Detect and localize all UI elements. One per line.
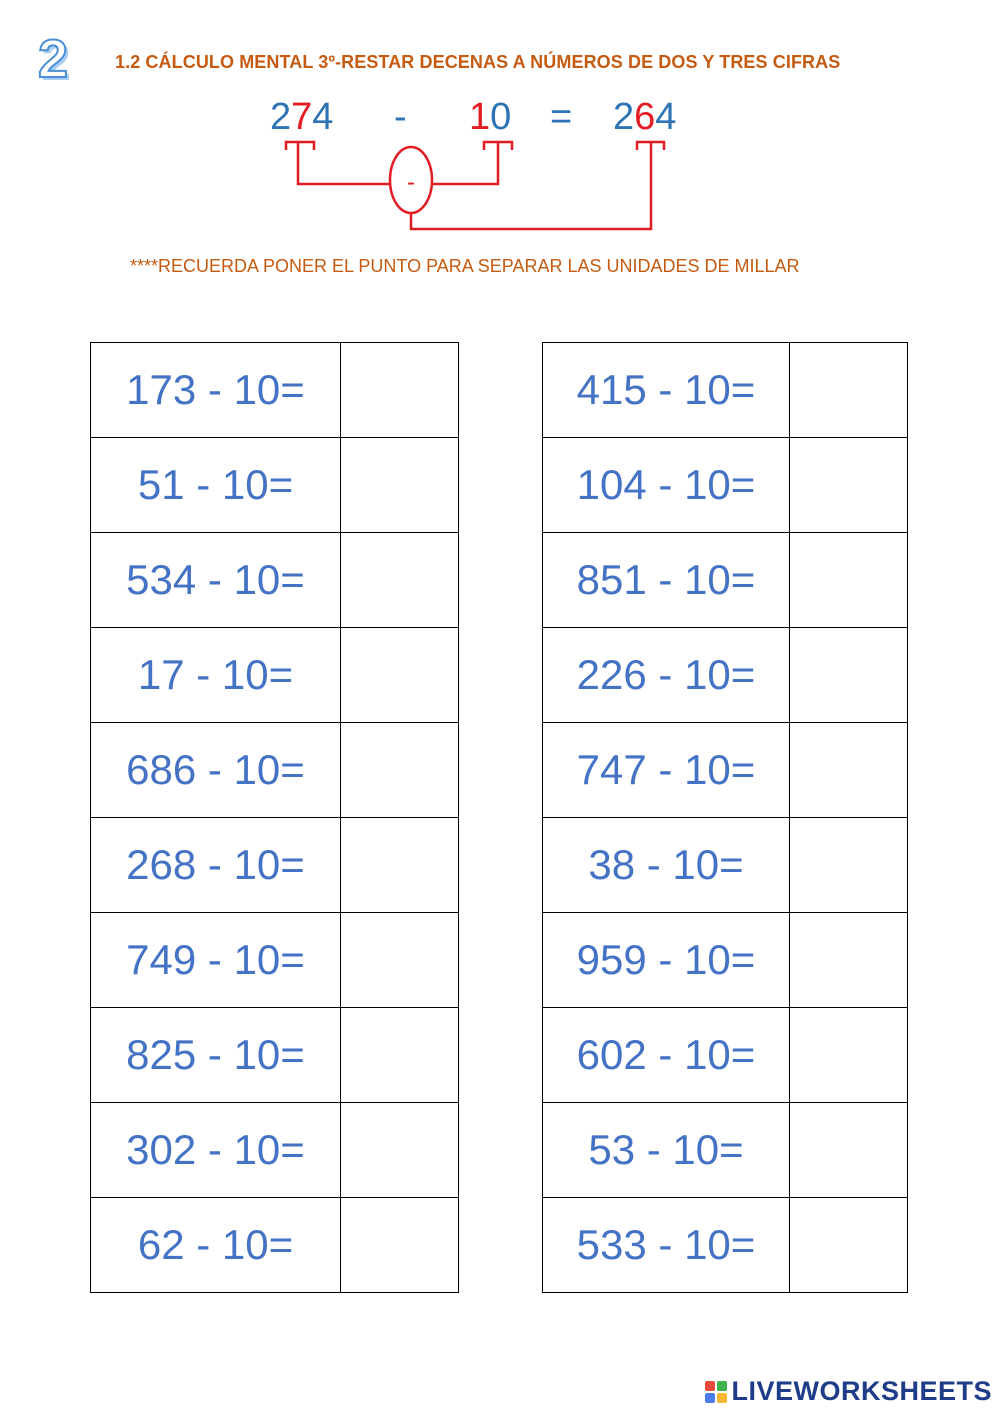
minuend-units: 4 xyxy=(312,96,334,138)
subtraction-problem: 749 - 10= xyxy=(91,913,341,1008)
line-operator-to-result xyxy=(411,142,651,229)
subtraction-problem: 602 - 10= xyxy=(543,1008,790,1103)
minuend-hundreds: 2 xyxy=(270,96,292,138)
exercise-row-left xyxy=(91,818,459,913)
exercise-row-right xyxy=(543,723,908,818)
subtrahend-tens: 1 xyxy=(469,96,491,138)
line-subtrahend-to-operator xyxy=(432,142,498,184)
page-title: 1.2 CÁLCULO MENTAL 3º-RESTAR DECENAS A NÚMEROS DE DOS Y TRES CIFRAS xyxy=(115,52,841,72)
subtraction-problem: 104 - 10= xyxy=(543,438,790,533)
exercise-table-left xyxy=(90,342,459,1293)
exercise-row-right xyxy=(543,1008,908,1103)
answer-box[interactable] xyxy=(341,533,459,628)
answer-box[interactable] xyxy=(341,438,459,533)
operator-circle-symbol: - xyxy=(407,169,415,196)
exercise-row-right xyxy=(543,533,908,628)
answer-box[interactable] xyxy=(790,723,908,818)
liveworksheets-brand xyxy=(705,1378,992,1405)
answer-box[interactable] xyxy=(341,628,459,723)
exercise-row-right xyxy=(543,343,908,438)
answer-box[interactable] xyxy=(341,1008,459,1103)
exercise-row-left xyxy=(91,343,459,438)
answer-box[interactable] xyxy=(341,343,459,438)
subtraction-problem: 851 - 10= xyxy=(543,533,790,628)
subtraction-problem: 533 - 10= xyxy=(543,1198,790,1293)
exercise-row-left xyxy=(91,533,459,628)
example-minus-sign: - xyxy=(394,96,407,138)
subtraction-problem: 534 - 10= xyxy=(91,533,341,628)
result-units: 4 xyxy=(655,96,677,138)
example-connector-diagram xyxy=(0,0,1000,240)
liveworksheets-logo-icon xyxy=(705,1381,727,1403)
answer-box[interactable] xyxy=(341,818,459,913)
subtraction-problem: 415 - 10= xyxy=(543,343,790,438)
answer-box[interactable] xyxy=(790,1198,908,1293)
answer-box[interactable] xyxy=(790,913,908,1008)
subtraction-problem: 226 - 10= xyxy=(543,628,790,723)
answer-box[interactable] xyxy=(341,913,459,1008)
subtraction-problem: 17 - 10= xyxy=(91,628,341,723)
subtraction-problem: 747 - 10= xyxy=(543,723,790,818)
subtraction-problem: 959 - 10= xyxy=(543,913,790,1008)
exercise-row-right xyxy=(543,628,908,723)
subtraction-problem: 173 - 10= xyxy=(91,343,341,438)
result-hundreds: 2 xyxy=(613,96,635,138)
example-equals-sign: = xyxy=(550,96,573,138)
answer-box[interactable] xyxy=(341,723,459,818)
exercise-row-left xyxy=(91,1103,459,1198)
subtraction-problem: 686 - 10= xyxy=(91,723,341,818)
answer-box[interactable] xyxy=(341,1103,459,1198)
exercise-row-left xyxy=(91,1008,459,1103)
subtraction-problem: 53 - 10= xyxy=(543,1103,790,1198)
exercise-row-right xyxy=(543,913,908,1008)
reminder-note: ****RECUERDA PONER EL PUNTO PARA SEPARAR LAS UNIDADES DE MILLAR xyxy=(130,256,800,276)
subtraction-problem: 62 - 10= xyxy=(91,1198,341,1293)
subtraction-problem: 302 - 10= xyxy=(91,1103,341,1198)
answer-box[interactable] xyxy=(790,533,908,628)
subtrahend-units: 0 xyxy=(490,96,512,138)
answer-box[interactable] xyxy=(790,628,908,723)
subtraction-problem: 268 - 10= xyxy=(91,818,341,913)
answer-box[interactable] xyxy=(341,1198,459,1293)
line-minuend-to-operator xyxy=(298,142,390,184)
page-number: 2 xyxy=(38,29,69,89)
exercise-row-left xyxy=(91,913,459,1008)
brand-name: LIVEWORKSHEETS xyxy=(731,1376,992,1406)
answer-box[interactable] xyxy=(790,343,908,438)
answer-box[interactable] xyxy=(790,438,908,533)
answer-box[interactable] xyxy=(790,1103,908,1198)
exercise-table-right xyxy=(542,342,908,1293)
worked-example xyxy=(0,0,1000,240)
subtraction-problem: 38 - 10= xyxy=(543,818,790,913)
exercise-row-right xyxy=(543,1103,908,1198)
bracket-minuend-tens xyxy=(286,142,314,150)
exercise-row-right xyxy=(543,818,908,913)
subtraction-problem: 825 - 10= xyxy=(91,1008,341,1103)
exercise-row-right xyxy=(543,438,908,533)
exercise-row-left xyxy=(91,628,459,723)
minuend-tens: 7 xyxy=(291,96,313,138)
exercise-row-left xyxy=(91,723,459,818)
exercise-row-left xyxy=(91,438,459,533)
subtraction-problem: 51 - 10= xyxy=(91,438,341,533)
exercise-row-right xyxy=(543,1198,908,1293)
exercise-row-left xyxy=(91,1198,459,1293)
answer-box[interactable] xyxy=(790,818,908,913)
answer-box[interactable] xyxy=(790,1008,908,1103)
result-tens: 6 xyxy=(634,96,656,138)
